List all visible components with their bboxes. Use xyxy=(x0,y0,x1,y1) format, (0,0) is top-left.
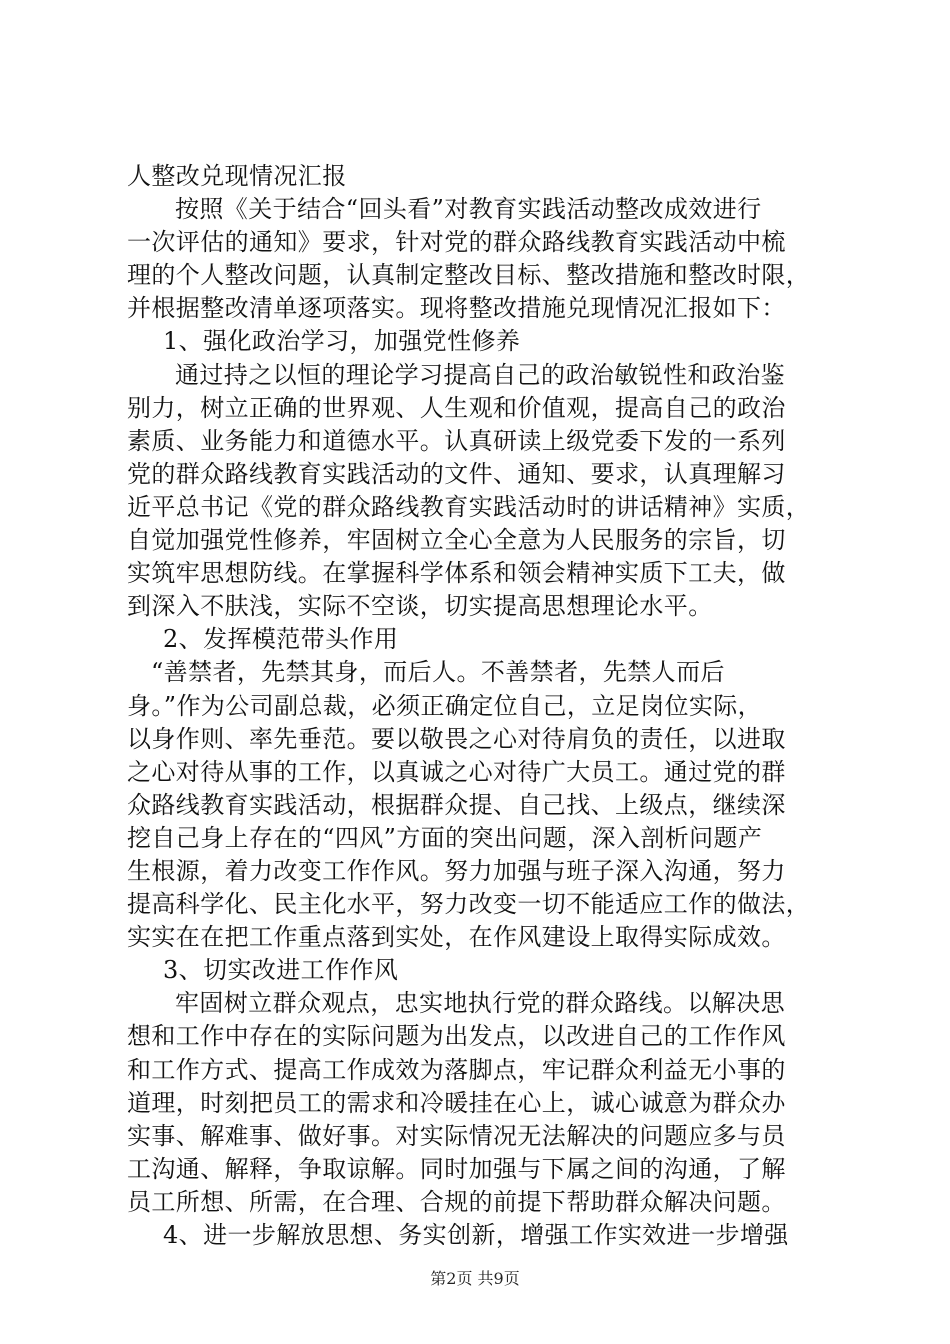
paragraph-line: 员工所想、所需，在合理、合规的前提下帮助群众解决问题。 xyxy=(127,1187,786,1216)
paragraph-line: 一次评估的通知》要求，针对党的群众路线教育实践活动中梳 xyxy=(127,228,786,257)
paragraph-line: 众路线教育实践活动，根据群众提、自己找、上级点，继续深 xyxy=(127,790,786,819)
paragraph-line: 到深入不肤浅，实际不空谈，切实提高思想理论水平。 xyxy=(127,592,713,621)
paragraph-line: 挖自己身上存在的“四风”方面的突出问题，深入剖析问题产 xyxy=(127,823,763,852)
paragraph-line: 通过持之以恒的理论学习提高自己的政治敏锐性和政治鉴 xyxy=(175,360,785,389)
section-heading: 4、进一步解放思想、务实创新，增强工作实效进一步增强 xyxy=(163,1221,789,1249)
section-heading: 3、切实改进工作作风 xyxy=(163,956,399,985)
paragraph-line: 实事、解难事、做好事。对实际情况无法解决的问题应多与员 xyxy=(127,1121,786,1150)
paragraph-line: 想和工作中存在的实际问题为出发点，以改进自己的工作作风 xyxy=(127,1022,786,1051)
paragraph-line: 和工作方式、提高工作成效为落脚点，牢记群众利益无小事的 xyxy=(127,1055,786,1084)
paragraph-line: 按照《关于结合“回头看”对教育实践活动整改成效进行 xyxy=(175,195,762,224)
heading-line: 人整改兑现情况汇报 xyxy=(127,162,347,190)
paragraph-line: 工沟通、解释，争取谅解。同时加强与下属之间的沟通，了解 xyxy=(127,1154,786,1183)
paragraph-line: 身。”作为公司副总裁，必须正确定位自己，立足岗位实际， xyxy=(127,691,763,720)
paragraph-line: 提高科学化、民主化水平，努力改变一切不能适应工作的做法， xyxy=(127,890,811,919)
paragraph-line: 实实在在把工作重点落到实处，在作风建设上取得实际成效。 xyxy=(127,923,786,952)
paragraph-line: 党的群众路线教育实践活动的文件、通知、要求，认真理解习 xyxy=(127,459,786,488)
paragraph-line: 之心对待从事的工作，以真诚之心对待广大员工。通过党的群 xyxy=(127,757,786,786)
paragraph-line: 素质、业务能力和道德水平。认真研读上级党委下发的一系列 xyxy=(127,426,786,455)
page-footer: 第2页 共9页 xyxy=(430,1269,520,1288)
section-heading: 1、强化政治学习，加强党性修养 xyxy=(163,327,521,356)
paragraph-line: 并根据整改清单逐项落实。现将整改措施兑现情况汇报如下： xyxy=(127,294,786,323)
paragraph-line: 理的个人整改问题，认真制定整改目标、整改措施和整改时限， xyxy=(127,261,811,290)
paragraph-line: “善禁者，先禁其身，而后人。不善禁者，先禁人而后 xyxy=(151,658,725,687)
paragraph-line: 近平总书记《党的群众路线教育实践活动时的讲话精神》实质， xyxy=(127,492,811,521)
document-body xyxy=(127,160,827,1252)
paragraph-line: 生根源，着力改变工作作风。努力加强与班子深入沟通，努力 xyxy=(127,856,786,885)
section-heading: 2、发挥模范带头作用 xyxy=(163,625,399,654)
paragraph-line: 以身作则、率先垂范。要以敬畏之心对待肩负的责任，以进取 xyxy=(127,724,786,753)
paragraph-line: 道理，时刻把员工的需求和冷暖挂在心上，诚心诚意为群众办 xyxy=(127,1088,786,1117)
paragraph-line: 实筑牢思想防线。在掌握科学体系和领会精神实质下工夫，做 xyxy=(127,559,786,588)
paragraph-line: 牢固树立群众观点，忠实地执行党的群众路线。以解决思 xyxy=(175,989,785,1018)
paragraph-line: 自觉加强党性修养，牢固树立全心全意为人民服务的宗旨，切 xyxy=(127,526,786,555)
paragraph-line: 别力，树立正确的世界观、人生观和价值观，提高自己的政治 xyxy=(127,393,786,422)
